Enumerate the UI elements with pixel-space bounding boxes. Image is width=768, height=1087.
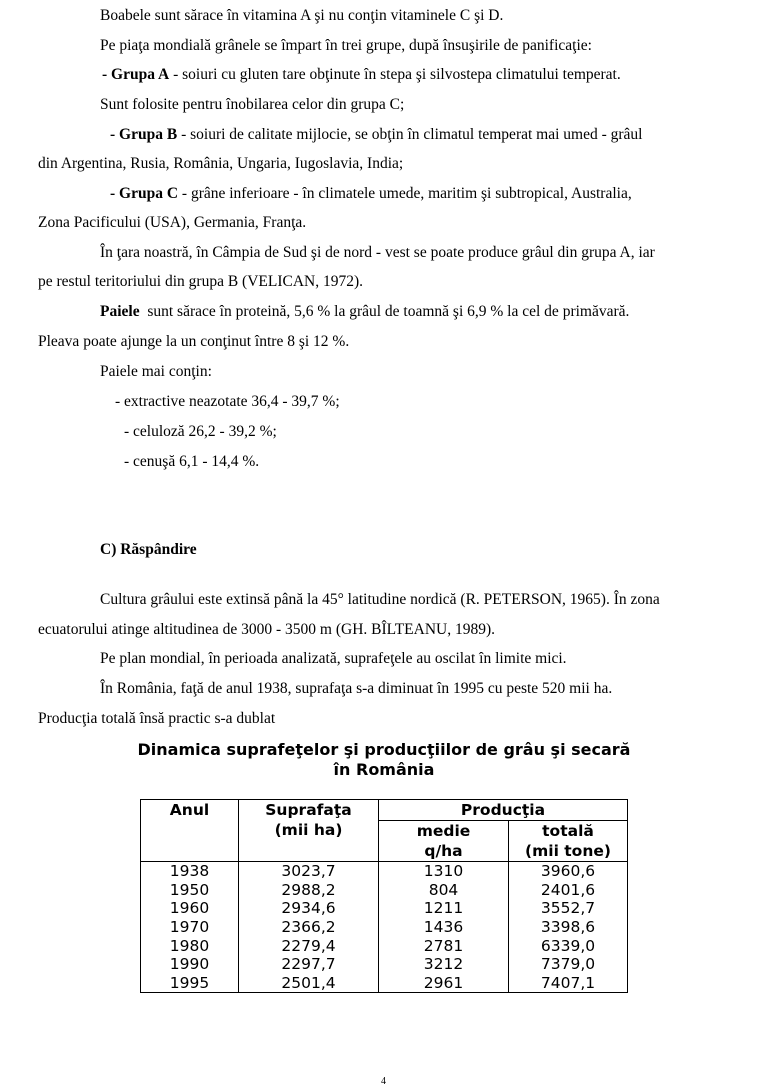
cell-year: 1980: [141, 936, 239, 955]
group-c-label: - Grupa C: [110, 185, 179, 202]
header-area: [239, 800, 379, 862]
cell-year: 1950: [141, 881, 239, 900]
header-average: [379, 821, 509, 862]
table-title: Dinamica suprafeţelor şi producţiilor de grâu şi secară: [137, 740, 631, 759]
cell-year: 1960: [141, 899, 239, 918]
list-item-extractive: - extractive neazotate 36,4 - 39,7 %;: [115, 393, 340, 410]
header-total-unit: (mii tone): [525, 842, 611, 860]
paragraph-group-b: [110, 125, 642, 145]
header-year: Anul: [141, 800, 239, 862]
table-row: [141, 955, 628, 974]
cell-year: 1970: [141, 918, 239, 937]
header-production: Producţia: [379, 800, 628, 821]
table-row: [141, 899, 628, 918]
cell-area: 2279,4: [239, 936, 379, 955]
group-b-label: - Grupa B: [110, 126, 178, 143]
paragraph-production: Producţia totală însă practic s-a dublat: [38, 710, 276, 727]
page-number: 4: [381, 1076, 386, 1087]
paragraph-group-c-cont: Zona Pacificului (USA), Germania, Franţa.: [38, 214, 307, 231]
header-area-unit: (mii ha): [274, 821, 343, 839]
group-a-label: - Grupa A: [102, 66, 170, 83]
list-item-ash: - cenuşă 6,1 - 14,4 %.: [124, 453, 260, 470]
cell-area: 2501,4: [239, 974, 379, 993]
cell-area: 3023,7: [239, 862, 379, 881]
cell-year: 1995: [141, 974, 239, 993]
straw-label: Paiele: [100, 303, 140, 320]
group-a-text: - soiuri cu gluten tare obţinute în stepa şi silvostepa climatului temperat.: [173, 66, 621, 83]
cell-average: 1211: [379, 899, 509, 918]
paragraph-group-a: [102, 65, 621, 85]
paragraph-group-a-use: Sunt folosite pentru înobilarea celor din grupa C;: [100, 96, 405, 113]
paragraph-spread: Cultura grâului este extinsă până la 45° latitudine nordică (R. PETERSON, 1965). În zona: [100, 591, 660, 608]
paragraph-romania-area: În România, faţă de anul 1938, suprafaţa s-a diminuat în 1995 cu peste 520 mii ha.: [100, 680, 613, 697]
paragraph-romania: În ţara noastră, în Câmpia de Sud şi de nord - vest se poate produce grâul din grupa A, iar: [100, 244, 655, 261]
table-title-line2: în România: [333, 760, 435, 779]
group-c-text: - grâne inferioare - în climatele umede, maritim şi subtropical, Australia,: [181, 185, 632, 202]
cell-year: 1938: [141, 862, 239, 881]
cell-average: 3212: [379, 955, 509, 974]
cell-average: 2781: [379, 936, 509, 955]
table-row: [141, 936, 628, 955]
header-total-label: totală: [542, 822, 594, 840]
cell-total: 2401,6: [509, 881, 628, 900]
paragraph-group-c: [110, 184, 632, 204]
paragraph-world: Pe plan mondial, în perioada analizată, suprafeţele au oscilat în limite mici.: [100, 650, 567, 667]
cell-year: 1990: [141, 955, 239, 974]
cell-total: 3960,6: [509, 862, 628, 881]
cell-total: 3398,6: [509, 918, 628, 937]
header-average-unit: q/ha: [424, 842, 463, 860]
paragraph-groups-intro: Pe piaţa mondială grânele se împart în trei grupe, după însuşirile de panificaţie:: [100, 37, 592, 54]
table-row: [141, 862, 628, 881]
paragraph-straw-contains: Paiele mai conţin:: [100, 363, 212, 380]
paragraph-chaff: Pleava poate ajunge la un conţinut între 8 şi 12 %.: [38, 333, 350, 350]
list-item-cellulose: - celuloză 26,2 - 39,2 %;: [124, 423, 277, 440]
cell-total: 3552,7: [509, 899, 628, 918]
cell-average: 804: [379, 881, 509, 900]
paragraph-straw: [100, 302, 629, 322]
straw-text: sunt sărace în proteină, 5,6 % la grâul de toamnă şi 6,9 % la cel de primăvară.: [147, 303, 630, 320]
data-table: [140, 799, 628, 993]
group-b-text: - soiuri de calitate mijlocie, se obţin în climatul temperat mai umed - grâul: [181, 126, 643, 143]
paragraph-vitamins: Boabele sunt sărace în vitamina A şi nu conţin vitaminele C şi D.: [100, 7, 504, 24]
table-row: [141, 918, 628, 937]
cell-average: 1310: [379, 862, 509, 881]
cell-total: 7407,1: [509, 974, 628, 993]
cell-area: 2934,6: [239, 899, 379, 918]
table-row: [141, 881, 628, 900]
paragraph-romania-cont: pe restul teritoriului din grupa B (VELICAN, 1972).: [38, 273, 364, 290]
cell-area: 2988,2: [239, 881, 379, 900]
cell-area: 2366,2: [239, 918, 379, 937]
cell-total: 7379,0: [509, 955, 628, 974]
cell-area: 2297,7: [239, 955, 379, 974]
cell-average: 2961: [379, 974, 509, 993]
header-area-label: Suprafaţa: [265, 801, 352, 819]
cell-average: 1436: [379, 918, 509, 937]
paragraph-spread-cont: ecuatorului atinge altitudinea de 3000 - 3500 m (GH. BÎLTEANU, 1989).: [38, 621, 496, 638]
header-total: [509, 821, 628, 862]
table-row: [141, 974, 628, 993]
header-average-label: medie: [416, 822, 471, 840]
cell-total: 6339,0: [509, 936, 628, 955]
paragraph-group-b-cont: din Argentina, Rusia, România, Ungaria, Iugoslavia, India;: [38, 155, 404, 172]
section-heading: C) Răspândire: [100, 541, 197, 558]
